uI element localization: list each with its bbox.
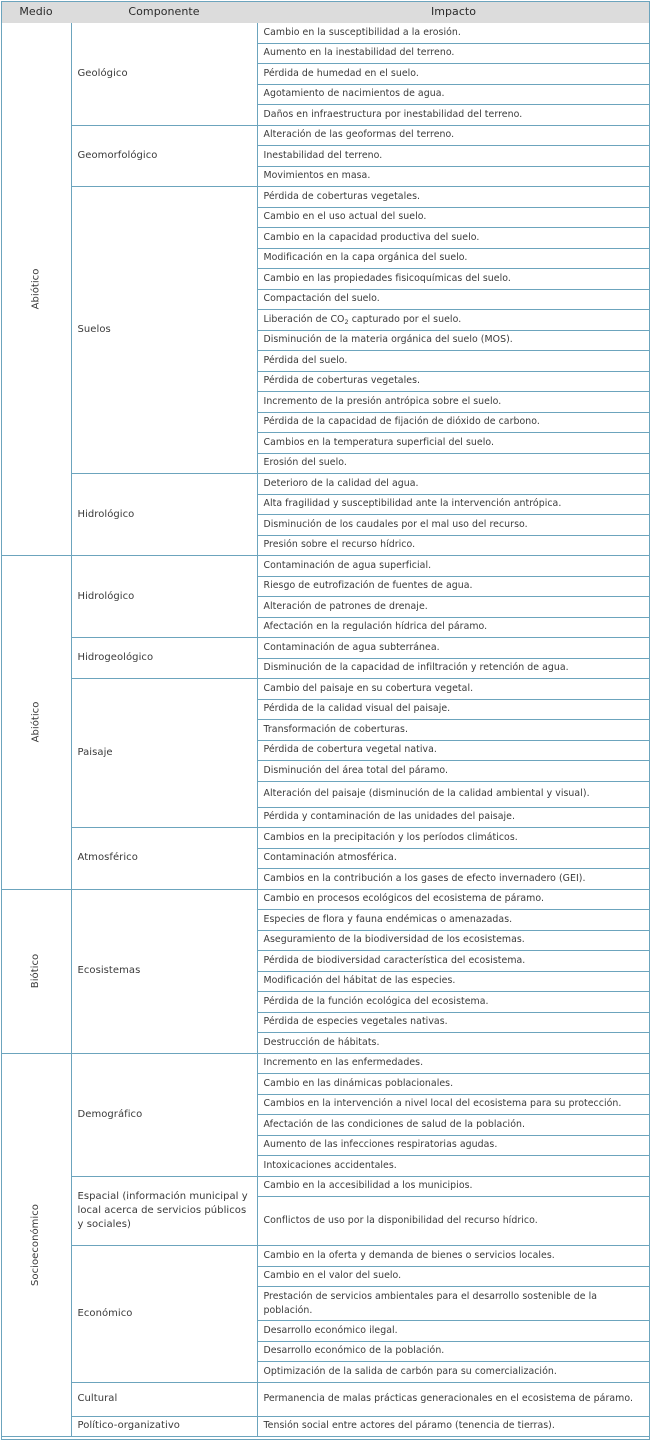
component-cell: Político-organizativo [71,1416,257,1437]
impact-text: capturado por el suelo. [348,313,462,325]
table-body [1,23,650,1437]
component-cell: Cultural [71,1382,257,1416]
table-row [1,125,650,146]
impact-cell: Contaminación atmosférica. [257,848,650,869]
impact-cell: Pérdida de la función ecológica del ecosistema. [257,992,650,1013]
impact-cell: Pérdida de humedad en el suelo. [257,64,650,85]
impact-cell: Cambio en la capacidad productiva del suelo. [257,228,650,249]
impact-cell: Permanencia de malas prácticas generacionales en el ecosistema de páramo. [257,1382,650,1416]
table-row [1,1176,650,1197]
impact-cell: Intoxicaciones accidentales. [257,1156,650,1177]
table-row [1,187,650,208]
impact-cell: Modificación del hábitat de las especies. [257,971,650,992]
table-row [1,1053,650,1074]
impact-cell: Disminución de la capacidad de infiltración y retención de agua. [257,658,650,679]
medio-label: Biótico [30,953,41,989]
component-cell: Económico [71,1246,257,1383]
component-cell: Paisaje [71,679,257,828]
impact-cell: Riesgo de eutrofización de fuentes de agua. [257,576,650,597]
table-row [1,1382,650,1416]
impact-cell: Cambio del paisaje en su cobertura vegetal. [257,679,650,700]
impact-cell: Contaminación de agua subterránea. [257,638,650,659]
impact-cell [257,310,650,331]
impact-cell: Cambio en el valor del suelo. [257,1266,650,1287]
table-row [1,23,650,43]
table-header [1,1,650,23]
impact-cell: Alteración de patrones de drenaje. [257,597,650,618]
component-cell: Hidrológico [71,556,257,638]
impact-cell: Pérdida de especies vegetales nativas. [257,1012,650,1033]
table-row [1,474,650,495]
impact-text: Liberación de CO [263,313,345,325]
table-row [1,638,650,659]
impact-cell: Pérdida de coberturas vegetales. [257,371,650,392]
table-row [1,889,650,910]
impact-cell: Transformación de coberturas. [257,720,650,741]
medio-label: Socioeconómico [30,1203,42,1286]
impact-cell: Cambios en la intervención a nivel local del ecosistema para su protección. [257,1094,650,1115]
impact-cell: Incremento en las enfermedades. [257,1053,650,1074]
medio-label: Abiótico [30,701,41,743]
component-cell: Demográfico [71,1053,257,1176]
impact-cell: Cambio en procesos ecológicos del ecosistema de páramo. [257,889,650,910]
impact-cell: Cambio en la accesibilidad a los municipios. [257,1176,650,1197]
component-cell: Espacial (información municipal y local acerca de servicios públicos y sociales) [71,1176,257,1246]
impact-cell: Movimientos en masa. [257,166,650,187]
medio-label: Abiótico [30,268,41,310]
component-cell: Geomorfológico [71,125,257,187]
impact-cell: Cambio en las dinámicas poblacionales. [257,1074,650,1095]
component-cell: Ecosistemas [71,889,257,1053]
impact-cell: Pérdida del suelo. [257,351,650,372]
table-row [1,556,650,577]
impact-cell: Disminución de la materia orgánica del suelo (MOS). [257,330,650,351]
impact-cell: Disminución del área total del páramo. [257,761,650,782]
impact-cell: Prestación de servicios ambientales para el desarrollo sostenible de la población. [257,1287,650,1321]
impact-cell: Destrucción de hábitats. [257,1033,650,1054]
component-cell: Hidrológico [71,474,257,556]
medio-cell [1,23,71,556]
impact-cell: Desarrollo económico de la población. [257,1341,650,1362]
component-cell: Suelos [71,187,257,474]
impact-cell: Daños en infraestructura por inestabilidad del terreno. [257,105,650,126]
impact-cell: Alta fragilidad y susceptibilidad ante la intervención antrópica. [257,494,650,515]
impact-cell: Pérdida de cobertura vegetal nativa. [257,740,650,761]
impact-cell: Cambio en la oferta y demanda de bienes o servicios locales. [257,1246,650,1267]
subscript: 2 [344,317,349,326]
impact-cell: Afectación en la regulación hídrica del páramo. [257,617,650,638]
impact-cell: Disminución de los caudales por el mal uso del recurso. [257,515,650,536]
impact-cell: Inestabilidad del terreno. [257,146,650,167]
impact-cell: Erosión del suelo. [257,453,650,474]
impact-cell: Cambios en la precipitación y los períodos climáticos. [257,828,650,849]
impact-cell: Afectación de las condiciones de salud de la población. [257,1115,650,1136]
impact-cell: Aseguramiento de la biodiversidad de los ecosistemas. [257,930,650,951]
impact-cell: Desarrollo económico ilegal. [257,1321,650,1342]
impact-cell: Cambio en el uso actual del suelo. [257,207,650,228]
impact-cell: Cambios en la temperatura superficial del suelo. [257,433,650,454]
impact-cell: Aumento en la inestabilidad del terreno. [257,43,650,64]
impact-cell: Incremento de la presión antrópica sobre el suelo. [257,392,650,413]
impact-cell: Agotamiento de nacimientos de agua. [257,84,650,105]
impact-cell: Pérdida de biodiversidad característica del ecosistema. [257,951,650,972]
impact-cell: Pérdida de coberturas vegetales. [257,187,650,208]
medio-cell [1,889,71,1053]
impact-table-container [1,1,650,1440]
component-cell: Geológico [71,23,257,125]
table-row [1,1246,650,1267]
impact-cell: Cambios en la contribución a los gases de efecto invernadero (GEI). [257,869,650,890]
medio-cell [1,1053,71,1437]
medio-cell [1,556,71,890]
impact-cell: Especies de flora y fauna endémicas o amenazadas. [257,910,650,931]
impact-table [1,1,650,1437]
header-impacto: Impacto [257,1,650,23]
table-row [1,679,650,700]
component-cell: Atmosférico [71,828,257,890]
impact-cell: Modificación en la capa orgánica del suelo. [257,248,650,269]
header-medio: Medio [1,1,71,23]
impact-cell: Alteración del paisaje (disminución de la calidad ambiental y visual). [257,781,650,807]
impact-cell: Presión sobre el recurso hídrico. [257,535,650,556]
impact-cell: Tensión social entre actores del páramo (tenencia de tierras). [257,1416,650,1437]
header-componente: Componente [71,1,257,23]
impact-cell: Optimización de la salida de carbón para su comercialización. [257,1362,650,1383]
impact-cell: Pérdida de la capacidad de fijación de dióxido de carbono. [257,412,650,433]
impact-cell: Compactación del suelo. [257,289,650,310]
impact-cell: Contaminación de agua superficial. [257,556,650,577]
impact-cell: Conflictos de uso por la disponibilidad del recurso hídrico. [257,1197,650,1246]
impact-cell: Cambio en la susceptibilidad a la erosión. [257,23,650,43]
impact-cell: Alteración de las geoformas del terreno. [257,125,650,146]
impact-cell: Cambio en las propiedades fisicoquímicas del suelo. [257,269,650,290]
component-cell: Hidrogeológico [71,638,257,679]
impact-cell: Pérdida de la calidad visual del paisaje. [257,699,650,720]
impact-cell: Aumento de las infecciones respiratorias agudas. [257,1135,650,1156]
table-row [1,828,650,849]
impact-cell: Pérdida y contaminación de las unidades del paisaje. [257,807,650,828]
impact-cell: Deterioro de la calidad del agua. [257,474,650,495]
table-row [1,1416,650,1437]
